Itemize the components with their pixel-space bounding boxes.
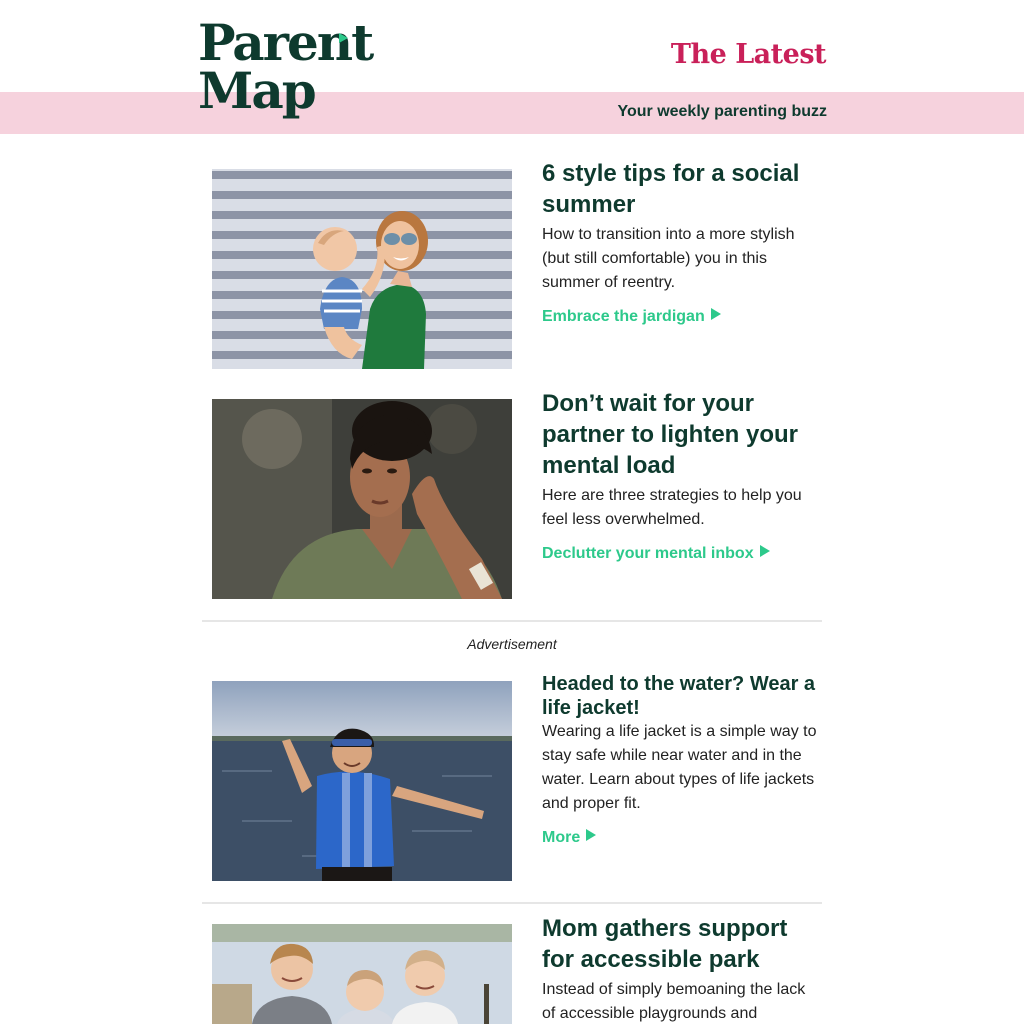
article-card <box>212 915 822 1024</box>
play-arrow-icon <box>711 308 721 320</box>
article-summary: Instead of simply bemoaning the lack of accessible playgrounds and <box>542 981 806 1022</box>
section-divider <box>202 902 822 904</box>
child-life-jacket-photo <box>212 681 512 881</box>
advertisement-label: Advertisement <box>467 636 557 652</box>
article-card <box>212 160 822 369</box>
tagline-band <box>0 92 1024 134</box>
woman-holding-baby-photo <box>212 169 512 369</box>
advertisement-headline[interactable]: Headed to the water? Wear a life jacket! <box>542 673 816 719</box>
article-image[interactable] <box>212 169 512 369</box>
article-headline[interactable]: Don’t wait for your partner to lighten your mental load <box>542 390 799 479</box>
cta-label: More <box>542 829 581 846</box>
newsletter-header <box>0 0 1024 134</box>
tagline: Your weekly parenting buzz <box>617 103 827 120</box>
article-headline[interactable]: Mom gathers support for accessible park <box>542 915 788 973</box>
play-arrow-icon <box>586 829 596 841</box>
logo-play-icon <box>339 33 348 43</box>
article-image[interactable] <box>212 924 512 1024</box>
advertisement-image[interactable] <box>212 681 512 881</box>
article-card <box>212 390 822 599</box>
advertisement-card <box>212 673 822 881</box>
article-image[interactable] <box>212 399 512 599</box>
advertisement-summary: Wearing a life jacket is a simple way to stay safe while near water and in the water. Learn about types of life jackets and proper fit. <box>542 723 817 812</box>
cta-label: Embrace the jardigan <box>542 308 705 325</box>
cta-label: Declutter your mental inbox <box>542 545 754 562</box>
section-divider <box>202 620 822 622</box>
logo-text-map: Map <box>198 61 315 120</box>
article-text <box>542 913 822 1024</box>
read-more-link[interactable] <box>542 305 721 329</box>
read-more-link[interactable] <box>542 542 770 566</box>
play-arrow-icon <box>760 545 770 557</box>
three-boys-photo <box>212 924 512 1024</box>
article-text <box>542 388 822 566</box>
advertisement-more-link[interactable] <box>542 826 596 850</box>
article-headline[interactable]: 6 style tips for a social summer <box>542 160 800 218</box>
advertisement-text <box>542 670 822 850</box>
parentmap-logo[interactable] <box>198 13 373 122</box>
article-text <box>542 158 822 329</box>
section-title: The Latest <box>670 39 826 70</box>
article-summary: Here are three strategies to help you feel less overwhelmed. <box>542 487 802 528</box>
logo-text-parent: Parent <box>198 13 373 72</box>
woman-thinking-photo <box>212 399 512 599</box>
article-summary: How to transition into a more stylish (but still comfortable) you in this summer of reentry. <box>542 226 795 291</box>
